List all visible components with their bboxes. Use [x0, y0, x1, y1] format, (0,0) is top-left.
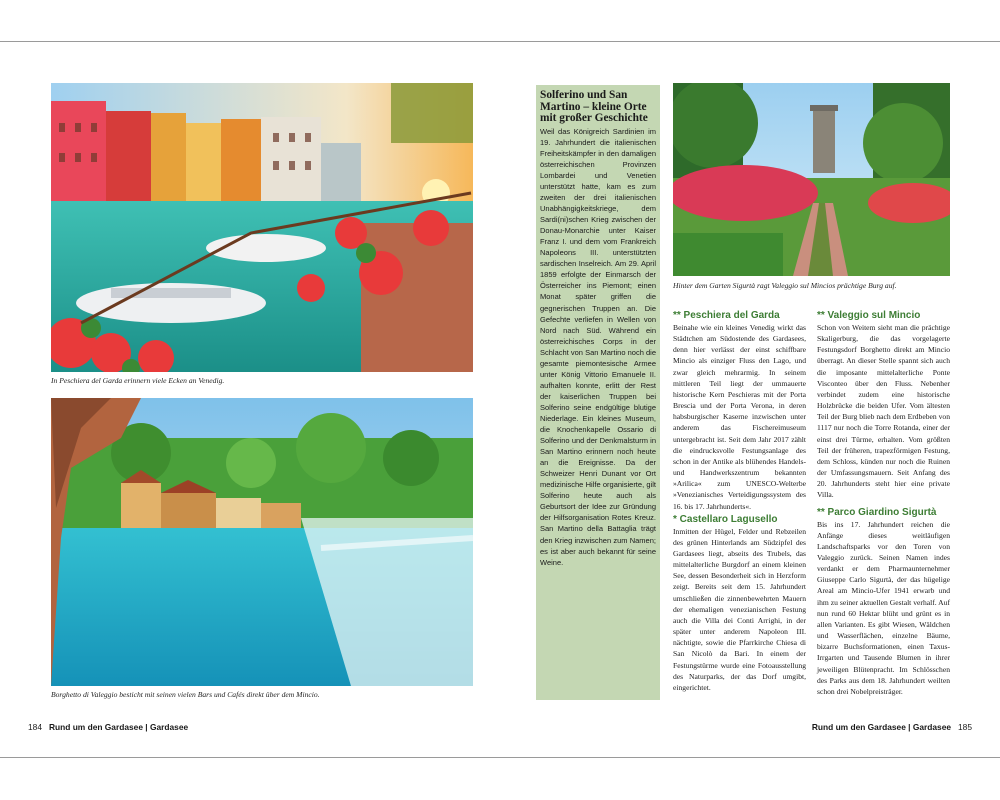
photo-borghetto: [51, 398, 473, 686]
caption-borghetto: Borghetto di Valeggio besticht mit seinen vielen Bars und Cafés direkt über dem Mincio.: [51, 690, 320, 699]
text-castellaro: Inmitten der Hügel, Felder und Rebzeilen des grünen Hinterlands am Südzipfel des Gardasees liegt, abseits des Trubels, das mittelalterliche Burgdorf an einem kleinen See, dessen Besonderheit sich in Herzform zeigt. Bereits seit dem 15. Jahrhundert umschließen die zinnenbewehrten Mauern der ehemaligen venezianischen Festung auch die Villa dei Conti Arrighi, in der später unter anderem Napoleon III. nächtigte, sowie die Pfarrkirche Chiesa di San Nicolò da Bari. In einem der Festungstürme wurde eine Fotoausstellung des Naturparks, der das Dorf umgibt, eingerichtet.: [673, 526, 806, 692]
heading-peschiera: ** Peschiera del Garda: [673, 310, 780, 321]
caption-peschiera: In Peschiera del Garda erinnern viele Ecken an Venedig.: [51, 376, 225, 385]
running-head-left: Rund um den Gardasee | Gardasee: [48, 722, 189, 732]
column-1: [673, 310, 806, 695]
column-2: [817, 310, 950, 699]
footer-left: [28, 722, 188, 732]
sidebar-title: Solferino und San Martino – kleine Orte mit großer Geschichte: [540, 89, 648, 125]
photo-peschiera: [51, 83, 473, 372]
photo-sigurta-garden: [673, 83, 950, 276]
page-number-right: 185: [958, 722, 972, 732]
heading-sigurta: ** Parco Giardino Sigurtà: [817, 506, 937, 518]
bottom-page-edge: [0, 757, 1000, 758]
text-valeggio: Schon von Weitem sieht man die prächtige Skaligerburg, die das vorgelagerte Festungsdorf Borghetto direkt am Mincio überragt. An dieser Stelle spannt sich auch die imposante mittelalterliche Ponte Visconteo über den Fluss. Nebenher verbindet zudem eine historische Holzbrücke die beiden Ufer. Vom ältesten Teil der Burg blieb nach dem Erdbeben von 1117 nur noch die Torre Rotanda, einer der einst drei Türme, erhalten. Vom größten Teil der früheren, trapezförmigen Festung, dem Schloss, künden nur noch die Ruinen der Umfassungsmauern. Seit Anfang des 20. Jahrhunderts steht hier eine private Villa.: [817, 323, 950, 500]
caption-sigurta: Hinter dem Garten Sigurtà ragt Valeggio sul Mincios prächtige Burg auf.: [673, 281, 897, 290]
heading-valeggio: ** Valeggio sul Mincio: [817, 310, 921, 321]
sidebar-text: Weil das Königreich Sardinien im 19. Jahrhundert die italienischen Freiheitskämpfer in den damaligen österreichischen Provinzen Lombardei und Venetien unterstützt hatte, kam es zum zweiten der drei italienischen Unabhängigkeitskriege, dem Sardi(ni)schen Krieg zwischen der Donau-Monarchie unter Kaiser Franz I. und dem vom Frankreich Napoleons III. unterstützten sardischen Inselreich. Am 29. April 1859 erfolgte der Einmarsch der Österreicher ins Piemont; einen Monat später griffen die gegnerischen Truppen an. Die Gefechte verliefen in Wellen von Nord nach Süd. Während ein österreichisches Corps in der Schlacht von San Martino noch die gesamte piemontesische Armee unter König Vittorio Emanuele II. aufhalten konnte, erlitt der Rest der kaiserlichen Truppen bei Solferino seine endgültige blutige Niederlage. Ein kleines Museum, die Knochenkapelle Ossario di Solferino und der Denkmalsturm in San Martino erinnern noch heute an die Ereignisse. Da der Schweizer Henri Dunant vor Ort medizinische Hilfe organisierte, gilt Solferino heute auch als Geburtsort der Idee zur Gründung der Hilfsorganisation Rotes Kreuz. San Martino della Battaglia trägt den Krieg inzwischen zum Namen; es ist aber auch bekannt für seine Weine.: [540, 126, 656, 567]
heading-castellaro: * Castellaro Lagusello: [673, 513, 778, 525]
footer-right: [812, 722, 972, 732]
page-number-left: 184: [28, 722, 42, 732]
text-sigurta: Bis ins 17. Jahrhundert reichen die Anfänge dieses weitläufigen Landschaftsparks vor den Toren von Valeggio zurück. Seinen Namen indes verdankt er dem Pharmaunternehmer Giuseppe Carlo Sigurtà, der das hügelige Areal am Mincio-Ufer 1941 erwarb und ihm zu seiner aktuellen Gestalt verhalf. Auf nun rund 60 Hektar blüht und grünt es in allen Varianten. Es gibt Wiesen, Wäldchen und Wasserflächen, einzelne Bäume, bizarre Buchsformationen, einen Taxus-Irrgarten und Tausende Blumen in ihrer jeweiligen Blütenpracht. Im Schlösschen des Parks aus dem 18. Jahrhundert weilten schon drei Nobelpreisträger.: [817, 519, 950, 696]
sidebar-box-solferino: [536, 85, 660, 700]
text-peschiera: Beinahe wie ein kleines Venedig wirkt das Städtchen am Südostende des Gardasees, denn hier verlässt der einst schiffbare Mincio als einziger Fluss den Lago, und zwar gleich mehrarmig. In seinem mittleren Teil liegt der ummauerte historische Kern Peschieras mit der Porta Brescia und der Porta Verona, in deren habsburgischer Kaserne inzwischen unter anderem das Fischereimuseum untergebracht ist. Seit dem Jahr 2017 zählt die eindrucksvolle Festungsanlage des schon in der Antike als blühendes Handels- und Handwerkszentrum bekannten »Arilica« zum UNESCO-Welterbe »Venezianisches Verteidigungssystem des 16. bis 17. Jahrhunderts«.: [673, 323, 806, 511]
top-page-edge: [0, 41, 1000, 42]
running-head-right: Rund um den Gardasee | Gardasee: [811, 722, 952, 732]
